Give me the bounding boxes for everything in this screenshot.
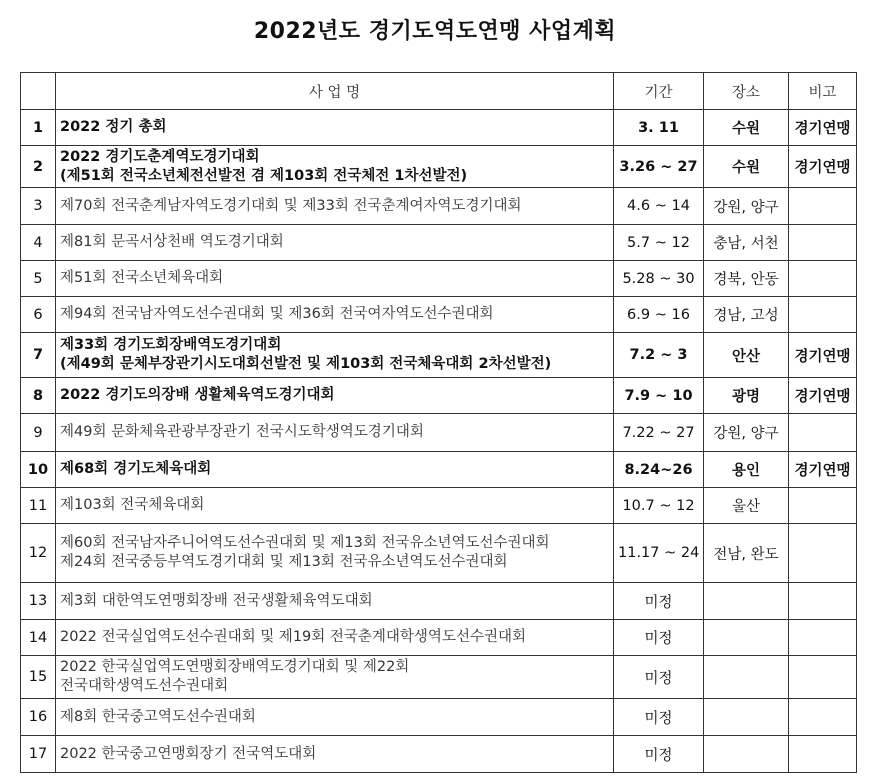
event-note xyxy=(789,188,857,225)
event-name-line: 제103회 전국체육대회 xyxy=(60,497,205,513)
row-number: 1 xyxy=(21,110,56,146)
event-period: 6.9 ~ 16 xyxy=(614,297,704,333)
row-number: 14 xyxy=(21,620,56,656)
event-name xyxy=(56,656,614,699)
event-period: 5.28 ~ 30 xyxy=(614,261,704,297)
event-name xyxy=(56,583,614,620)
event-name xyxy=(56,488,614,524)
event-note: 경기연맹 xyxy=(789,333,857,378)
table-row xyxy=(21,146,857,188)
row-number: 6 xyxy=(21,297,56,333)
event-place: 충남, 서천 xyxy=(704,225,789,261)
event-note: 경기연맹 xyxy=(789,452,857,488)
event-period: 미정 xyxy=(614,699,704,736)
table-row xyxy=(21,736,857,773)
row-number: 13 xyxy=(21,583,56,620)
event-name xyxy=(56,333,614,378)
row-number: 11 xyxy=(21,488,56,524)
event-name-line: 2022 전국실업역도선수권대회 및 제19회 전국춘계대학생역도선수권대회 xyxy=(60,629,526,645)
event-name-line: 제70회 전국춘계남자역도경기대회 및 제33회 전국춘계여자역도경기대회 xyxy=(60,197,522,214)
event-name-line: 제68회 경기도체육대회 xyxy=(60,461,212,477)
table-row xyxy=(21,452,857,488)
row-number: 16 xyxy=(21,699,56,736)
event-period: 5.7 ~ 12 xyxy=(614,225,704,261)
event-name xyxy=(56,414,614,452)
table-row xyxy=(21,583,857,620)
event-name-line: 제94회 전국남자역도선수권대회 및 제36회 전국여자역도선수권대회 xyxy=(60,306,494,322)
event-period: 7.2 ~ 3 xyxy=(614,333,704,378)
event-note: 경기연맹 xyxy=(789,110,857,146)
event-name-line: 2022 정기 총회 xyxy=(60,119,167,135)
event-name xyxy=(56,620,614,656)
table-row xyxy=(21,488,857,524)
event-period: 10.7 ~ 12 xyxy=(614,488,704,524)
event-name-line: (제49회 문체부장관기시도대회선발전 및 제103회 전국체육대회 2차선발전) xyxy=(60,356,552,372)
header-name: 사 업 명 xyxy=(56,73,614,110)
event-name-line: 2022 한국실업역도연맹회장배역도경기대회 및 제22회 xyxy=(60,659,410,675)
event-note xyxy=(789,488,857,524)
event-period: 3.26 ~ 27 xyxy=(614,146,704,188)
header-place: 장소 xyxy=(704,73,789,110)
event-period: 7.9 ~ 10 xyxy=(614,378,704,414)
table-row xyxy=(21,378,857,414)
row-number: 8 xyxy=(21,378,56,414)
event-name-line: 2022 경기도의장배 생활체육역도경기대회 xyxy=(60,387,335,403)
event-name-line: 제24회 전국중등부역도경기대회 및 제13회 전국유소년역도선수권대회 xyxy=(60,554,508,570)
event-period: 미정 xyxy=(614,583,704,620)
event-name-line: 2022 한국중고연맹회장기 전국역도대회 xyxy=(60,745,317,762)
event-place xyxy=(704,736,789,773)
event-place: 용인 xyxy=(704,452,789,488)
table-row xyxy=(21,656,857,699)
event-note xyxy=(789,620,857,656)
row-number: 4 xyxy=(21,225,56,261)
event-period: 8.24~26 xyxy=(614,452,704,488)
event-name-line: 제51회 전국소년체육대회 xyxy=(60,270,224,286)
event-place: 수원 xyxy=(704,146,789,188)
event-note xyxy=(789,261,857,297)
event-name xyxy=(56,225,614,261)
event-name-line: 2022 경기도춘계역도경기대회 xyxy=(60,148,260,165)
event-name xyxy=(56,378,614,414)
business-plan-table xyxy=(20,72,857,773)
table-header-row xyxy=(21,73,857,110)
table-row xyxy=(21,297,857,333)
event-name-line: 제8회 한국중고역도선수권대회 xyxy=(60,708,256,725)
row-number: 10 xyxy=(21,452,56,488)
table-row xyxy=(21,188,857,225)
event-period: 7.22 ~ 27 xyxy=(614,414,704,452)
event-place: 강원, 양구 xyxy=(704,188,789,225)
table-body xyxy=(21,110,857,773)
event-name-line: 전국대학생역도선수권대회 xyxy=(60,678,229,694)
event-name xyxy=(56,736,614,773)
event-place: 전남, 완도 xyxy=(704,524,789,583)
event-note xyxy=(789,699,857,736)
event-name xyxy=(56,452,614,488)
row-number: 7 xyxy=(21,333,56,378)
event-name xyxy=(56,524,614,583)
event-place xyxy=(704,656,789,699)
event-note xyxy=(789,414,857,452)
event-place: 안산 xyxy=(704,333,789,378)
event-name xyxy=(56,188,614,225)
table-row xyxy=(21,699,857,736)
event-place: 수원 xyxy=(704,110,789,146)
event-name xyxy=(56,699,614,736)
event-name xyxy=(56,110,614,146)
event-name xyxy=(56,146,614,188)
event-period: 11.17 ~ 24 xyxy=(614,524,704,583)
event-place xyxy=(704,620,789,656)
event-place: 울산 xyxy=(704,488,789,524)
event-name-line: (제51회 전국소년체전선발전 겸 제103회 전국체전 1차선발전) xyxy=(60,167,468,184)
event-place: 경남, 고성 xyxy=(704,297,789,333)
table-row xyxy=(21,620,857,656)
page-title: 2022년도 경기도역도연맹 사업계획 xyxy=(253,19,617,44)
event-note: 경기연맹 xyxy=(789,378,857,414)
event-note xyxy=(789,583,857,620)
table-row xyxy=(21,110,857,146)
table-row xyxy=(21,261,857,297)
event-name-line: 제49회 문화체육관광부장관기 전국시도학생역도경기대회 xyxy=(60,424,424,440)
event-period: 3. 11 xyxy=(614,110,704,146)
header-no xyxy=(21,73,56,110)
event-name xyxy=(56,297,614,333)
event-place xyxy=(704,583,789,620)
row-number: 2 xyxy=(21,146,56,188)
event-period: 미정 xyxy=(614,736,704,773)
header-note: 비고 xyxy=(789,73,857,110)
table-row xyxy=(21,414,857,452)
event-note xyxy=(789,524,857,583)
event-note: 경기연맹 xyxy=(789,146,857,188)
event-name-line: 제3회 대한역도연맹회장배 전국생활체육역도대회 xyxy=(60,592,373,609)
row-number: 17 xyxy=(21,736,56,773)
table-row xyxy=(21,524,857,583)
event-name-line: 제60회 전국남자주니어역도선수권대회 및 제13회 전국유소년역도선수권대회 xyxy=(60,535,550,551)
event-name-line: 제81회 문곡서상천배 역도경기대회 xyxy=(60,234,284,250)
event-note xyxy=(789,656,857,699)
event-place xyxy=(704,699,789,736)
event-place: 광명 xyxy=(704,378,789,414)
event-note xyxy=(789,736,857,773)
event-period: 미정 xyxy=(614,620,704,656)
event-period: 미정 xyxy=(614,656,704,699)
table-row xyxy=(21,225,857,261)
event-place: 강원, 양구 xyxy=(704,414,789,452)
row-number: 5 xyxy=(21,261,56,297)
row-number: 9 xyxy=(21,414,56,452)
event-name-line: 제33회 경기도회장배역도경기대회 xyxy=(60,337,282,353)
event-place: 경북, 안동 xyxy=(704,261,789,297)
header-period: 기간 xyxy=(614,73,704,110)
row-number: 3 xyxy=(21,188,56,225)
event-period: 4.6 ~ 14 xyxy=(614,188,704,225)
table-row xyxy=(21,333,857,378)
event-note xyxy=(789,225,857,261)
row-number: 12 xyxy=(21,524,56,583)
event-note xyxy=(789,297,857,333)
event-name xyxy=(56,261,614,297)
row-number: 15 xyxy=(21,656,56,699)
